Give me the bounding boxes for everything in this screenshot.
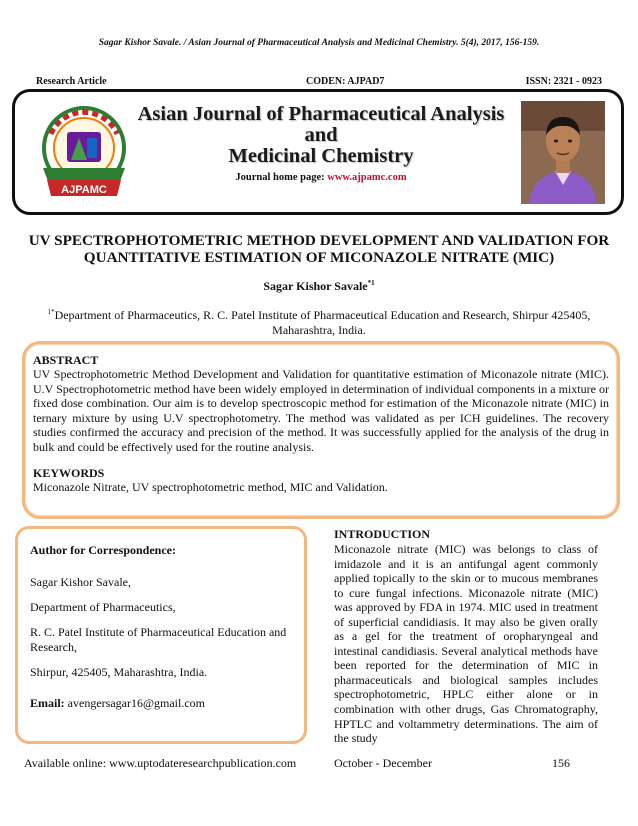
introduction-text: Miconazole nitrate (MIC) was belongs to class of imidazole and it is an antifungal agent commonly applied topically to the skin or to mucous membranes to cure fungal infections. Miconazole nitrate (MIC) was approved by FDA in 1974. MIC used in treatment of superficial candidiasis. It may also be given orally as a gel for the treatment of oropharyngeal and intestinal candidiasis. Several analytical methods have been reported for the determination of MIC in pharmaceuticals and biological samples includes spectrophotometric, HPLC either alone or in combination with other drugs, Gas Chromatography, HPTLC and voltammetry determinations. The aim of the study: [334, 542, 598, 746]
homepage-label: Journal home page:: [235, 172, 325, 183]
introduction-section: [334, 528, 598, 746]
article-type: Research Article: [36, 76, 107, 87]
journal-masthead: [12, 89, 624, 215]
abstract-heading: ABSTRACT: [33, 353, 99, 367]
running-head: Sagar Kishor Savale. / Asian Journal of Pharmaceutical Analysis and Medicinal Chemistry. 5(4), 2017, 156-159.: [98, 38, 540, 48]
correspondence-heading: Author for Correspondence:: [30, 543, 176, 557]
author-photo: [521, 101, 605, 204]
correspondence-line: Sagar Kishor Savale,: [30, 575, 131, 589]
author-line: [0, 279, 638, 294]
author-name: Sagar Kishor Savale: [263, 279, 368, 293]
journal-homepage: [135, 172, 507, 183]
correspondence-line: Department of Pharmaceutics,: [30, 600, 176, 614]
introduction-heading: INTRODUCTION: [334, 527, 431, 541]
issn: ISSN: 2321 - 0923: [525, 76, 602, 87]
abstract-box: [22, 341, 620, 519]
footer-period: October - December: [334, 756, 432, 770]
keywords-text: Miconazole Nitrate, UV spectrophotometric method, MIC and Validation.: [33, 479, 388, 494]
affiliation: [36, 305, 602, 338]
journal-name-line3: Medicinal Chemistry: [228, 145, 414, 167]
correspondence-line: R. C. Patel Institute of Pharmaceutical Education and Research,: [30, 625, 287, 654]
correspondence-line: Shirpur, 425405, Maharashtra, India.: [30, 664, 208, 679]
journal-title-block: [135, 104, 507, 183]
journal-logo: [29, 104, 139, 202]
email-label: Email:: [30, 696, 65, 710]
coden: CODEN: AJPAD7: [306, 76, 385, 87]
affiliation-marker: 1*: [47, 308, 55, 316]
footer-availability: Available online: www.uptodateresearchpublication.com: [24, 756, 297, 770]
logo-banner-text: AJPAMC: [61, 184, 107, 196]
email-address[interactable]: avengersagar16@gmail.com: [67, 696, 206, 710]
paper-title: UV SPECTROPHOTOMETRIC METHOD DEVELOPMENT AND VALIDATION FOR QUANTITATIVE ESTIMATION OF MICONAZOLE NITRATE (MIC): [28, 232, 610, 266]
author-marker: *1: [367, 279, 375, 287]
journal-name-line1: Asian Journal of Pharmaceutical Analysis: [137, 103, 505, 125]
page-number: 156: [552, 756, 570, 770]
homepage-link[interactable]: www.ajpamc.com: [327, 172, 407, 183]
journal-name-line2: and: [304, 124, 338, 146]
correspondence-box: [15, 526, 307, 744]
correspondence-email: [30, 696, 294, 711]
keywords-heading: KEYWORDS: [33, 465, 105, 480]
affiliation-text: Department of Pharmaceutics, R. C. Patel Institute of Pharmaceutical Education and Research, Shirpur 425405, Maharashtra, India.: [54, 308, 591, 337]
abstract-text: UV Spectrophotometric Method Development and Validation for quantitative estimation of Miconazole nitrate (MIC). U.V Spectrophotometric method have been widely employed in determination of individual components in a mixture or fixed dose combination. Our aim is to develop spectroscopic method for estimation of the Miconazole nitrate (MIC) in ternary mixture by using U.V spectrophotometry. The method was validated as per ICH guidelines. The recovery studies confirmed the accuracy and precision of the method. It was successfully applied for the analysis of the drug in bulk and could be effectively used for the routine analysis.: [33, 367, 609, 454]
